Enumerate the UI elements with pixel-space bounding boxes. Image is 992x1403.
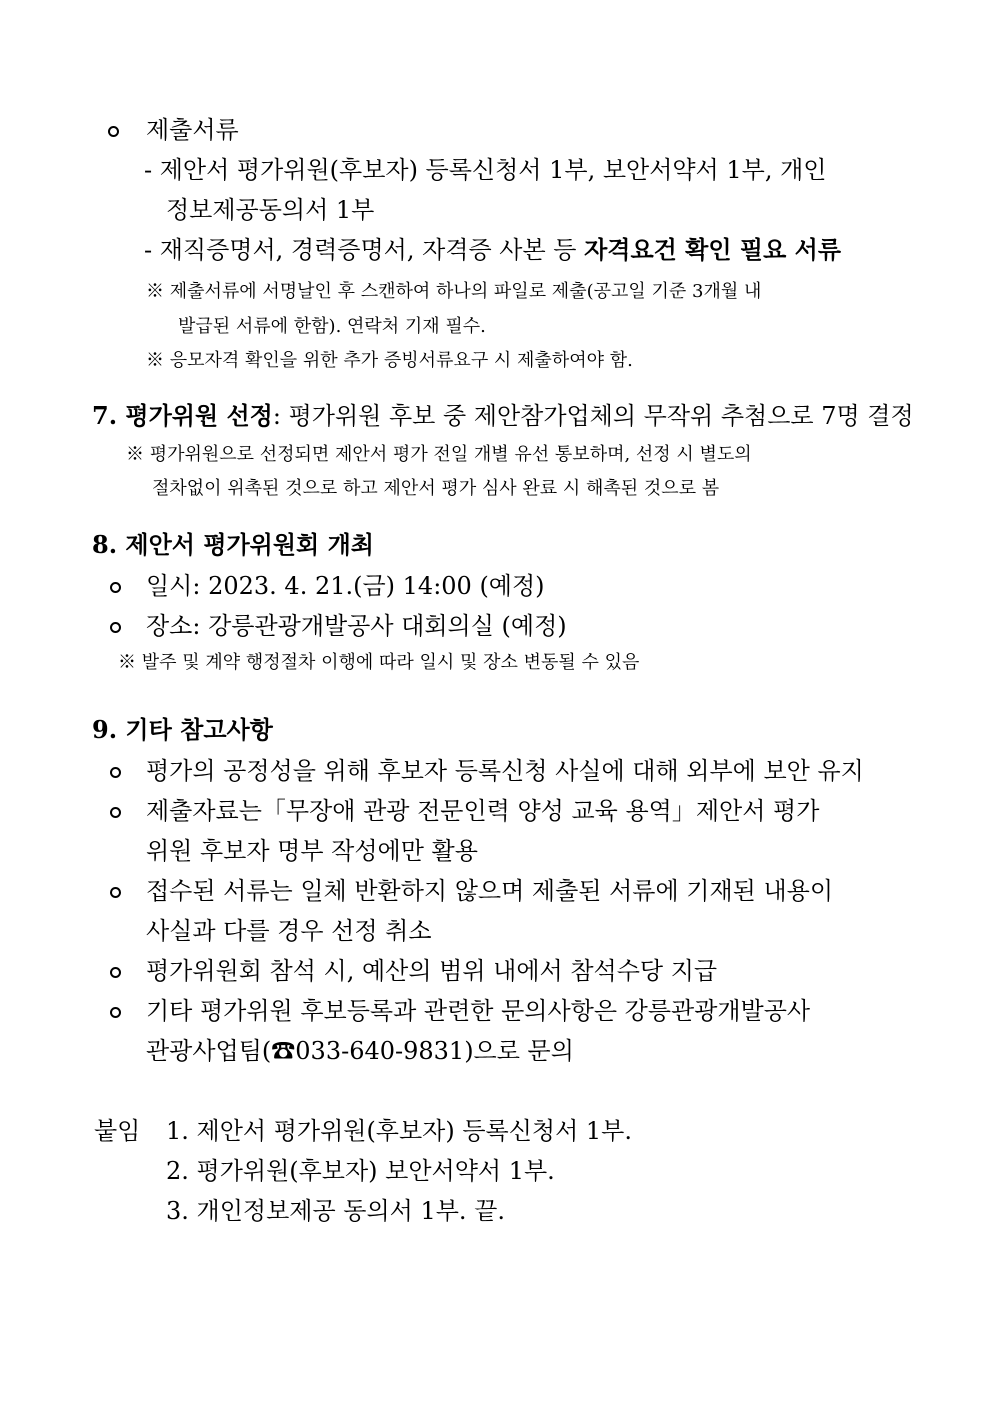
bullet-circle-icon <box>110 620 121 636</box>
documents-item1-line2: 정보제공동의서 1부 <box>166 196 375 224</box>
documents-note2: ※ 응모자격 확인을 위한 추가 증빙서류요구 시 제출하여야 함. <box>146 350 633 371</box>
section9-item4: 평가위원회 참석 시, 예산의 범위 내에서 참석수당 지급 <box>146 957 718 985</box>
bullet-circle-icon <box>110 805 121 821</box>
section9-item3-line1: 접수된 서류는 일체 반환하지 않으며 제출된 서류에 기재된 내용이 <box>146 877 833 905</box>
section7-note-line1: ※ 평가위원으로 선정되면 제안서 평가 전일 개별 유선 통보하며, 선정 시 별도의 <box>126 444 752 465</box>
section9-item2-line1: 제출자료는「무장애 관광 전문인력 양성 교육 용역」제안서 평가 <box>146 797 820 825</box>
documents-item2-bold: 자격요건 확인 필요 서류 <box>584 235 841 264</box>
attachment-item-2: 2. 평가위원(후보자) 보안서약서 1부. <box>166 1157 555 1185</box>
section8-note: ※ 발주 및 계약 행정절차 이행에 따라 일시 및 장소 변동될 수 있음 <box>118 652 640 673</box>
section8-heading: 8. 제안서 평가위원회 개최 <box>92 530 374 559</box>
section9-item2-line2: 위원 후보자 명부 작성에만 활용 <box>146 837 478 865</box>
attachment-item-1: 1. 제안서 평가위원(후보자) 등록신청서 1부. <box>166 1117 632 1145</box>
section7-heading-text: : 평가위원 후보 중 제안참가업체의 무작위 추첨으로 7명 결정 <box>272 402 914 430</box>
section9-item5-line1: 기타 평가위원 후보등록과 관련한 문의사항은 강릉관광개발공사 <box>146 997 811 1025</box>
section7-heading-bold: 7. 평가위원 선정 <box>92 401 273 430</box>
documents-note1-line1: ※ 제출서류에 서명날인 후 스캔하여 하나의 파일로 제출(공고일 기준 3개월 내 <box>146 281 762 302</box>
bullet-circle-icon <box>110 765 121 781</box>
bullet-circle-icon <box>110 580 121 596</box>
attachments-label: 붙임 <box>94 1117 141 1145</box>
section9-item1: 평가의 공정성을 위해 후보자 등록신청 사실에 대해 외부에 보안 유지 <box>146 757 864 785</box>
bullet-circle-icon <box>108 124 119 140</box>
bullet-circle-icon <box>110 1005 121 1021</box>
section8-place: 장소: 강릉관광개발공사 대회의실 (예정) <box>146 612 567 640</box>
documents-item2-text: - 재직증명서, 경력증명서, 자격증 사본 등 <box>144 236 585 264</box>
bullet-circle-icon <box>110 965 121 981</box>
section7-note-line2: 절차없이 위촉된 것으로 하고 제안서 평가 심사 완료 시 해촉된 것으로 봄 <box>152 478 720 499</box>
section7-heading <box>92 401 914 430</box>
section8-datetime: 일시: 2023. 4. 21.(금) 14:00 (예정) <box>146 572 545 600</box>
attachment-item-3: 3. 개인정보제공 동의서 1부. 끝. <box>166 1197 505 1225</box>
section9-item3-line2: 사실과 다를 경우 선정 취소 <box>146 917 432 945</box>
section9-item5-line2: 관광사업팀(☎033-640-9831)으로 문의 <box>146 1037 574 1065</box>
bullet-circle-icon <box>110 885 121 901</box>
section9-heading: 9. 기타 참고사항 <box>92 715 273 744</box>
documents-title: 제출서류 <box>146 116 239 144</box>
documents-item1-line1: - 제안서 평가위원(후보자) 등록신청서 1부, 보안서약서 1부, 개인 <box>144 156 827 184</box>
documents-note1-line2: 발급된 서류에 한함). 연락처 기재 필수. <box>178 316 486 337</box>
documents-item2 <box>144 235 841 264</box>
